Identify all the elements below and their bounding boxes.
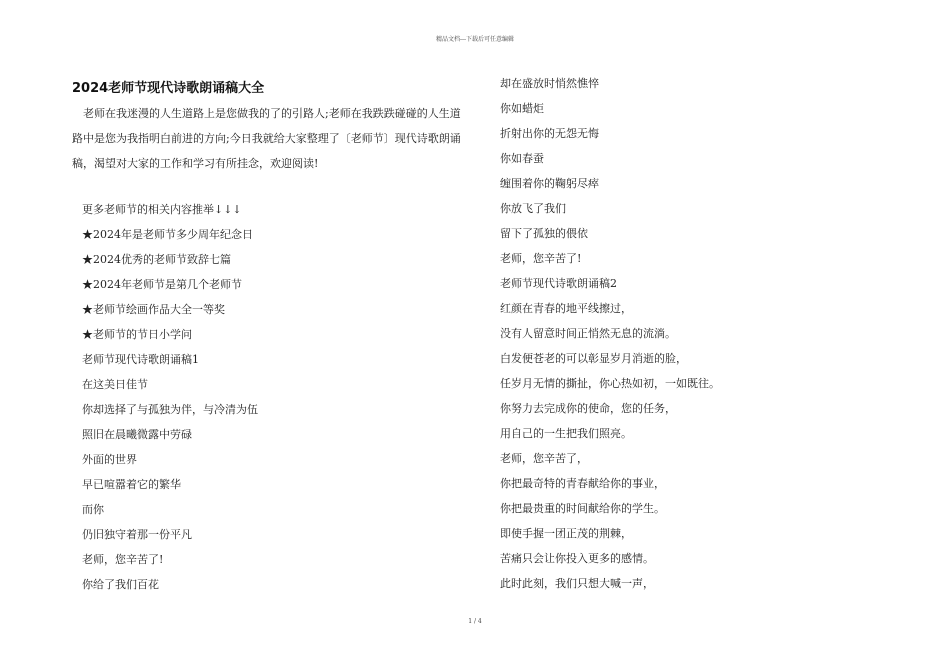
poem-line: 红颜在青春的地平线擦过，	[500, 302, 632, 315]
section-heading: 老师节现代诗歌朗诵稿2	[500, 277, 617, 290]
poem-line: 你却选择了与孤独为伴，与冷清为伍	[82, 403, 258, 416]
poem-line: 用自己的一生把我们照亮。	[500, 427, 632, 440]
poem-line: 任岁月无情的撕扯，你心热如初，一如既往。	[500, 377, 720, 390]
poem-line: 在这美日佳节	[82, 378, 148, 391]
section-heading: 老师节现代诗歌朗诵稿1	[82, 353, 199, 366]
poem-line: 却在盛放时悄然憔悴	[500, 77, 599, 90]
poem-line: 老师，您辛苦了!	[500, 252, 582, 265]
document-title: 2024老师节现代诗歌朗诵稿大全	[72, 81, 265, 96]
poem-line: 你把最奇特的青春献给你的事业，	[500, 477, 665, 490]
poem-line: 你给了我们百花	[82, 578, 159, 591]
poem-line: 你如蜡炬	[500, 102, 544, 115]
right-column	[500, 71, 720, 596]
poem-line: 你把最贵重的时间献给你的学生。	[500, 502, 665, 515]
poem-line: 你放飞了我们	[500, 202, 566, 215]
recommend-link[interactable]: ★2024年是老师节多少周年纪念日	[82, 228, 253, 241]
poem-line: 即使手握一团正茂的荆棘，	[500, 527, 632, 540]
recommend-link[interactable]: ★2024年老师节是第几个老师节	[82, 278, 242, 291]
poem-line: 苦痛只会让你投入更多的感情。	[500, 552, 654, 565]
poem-line: 缠围着你的鞠躬尽瘁	[500, 177, 599, 190]
poem-line: 老师，您辛苦了，	[500, 452, 588, 465]
poem-line: 此时此刻，我们只想大喊一声，	[500, 577, 654, 590]
poem-line: 没有人留意时间正悄然无息的流淌。	[500, 327, 676, 340]
page-number: 1 / 4	[468, 618, 482, 625]
left-column	[82, 197, 258, 597]
recommend-heading: 更多老师节的相关内容推举↓↓↓	[82, 203, 242, 216]
poem-line: 外面的世界	[82, 453, 137, 466]
intro-paragraph: 老师在我迷漫的人生道路上是您做我的了的引路人;老师在我跌跌碰碰的人生道路中是您为我指明白前进的方向;今日我就给大家整理了〔老师节〕现代诗歌朗诵稿，渴望对大家的工作和学习有所挂念，欢迎阅读!	[72, 107, 461, 170]
poem-line: 早已喧嚣着它的繁华	[82, 478, 181, 491]
poem-line: 而你	[82, 503, 104, 516]
recommend-link[interactable]: ★老师节绘画作品大全一等奖	[82, 303, 225, 316]
poem-line: 仍旧独守着那一份平凡	[82, 528, 192, 541]
recommend-link[interactable]: ★2024优秀的老师节致辞七篇	[82, 253, 231, 266]
page-header: 精品文档---下载后可任意编辑	[435, 36, 515, 43]
poem-line: 老师，您辛苦了!	[82, 553, 164, 566]
poem-line: 留下了孤独的偎依	[500, 227, 588, 240]
poem-line: 折射出你的无怨无悔	[500, 127, 599, 140]
poem-line: 你如春蚕	[500, 152, 544, 165]
recommend-link[interactable]: ★老师节的节日小学问	[82, 328, 192, 341]
poem-line: 照旧在晨曦微露中劳碌	[82, 428, 192, 441]
poem-line: 你努力去完成你的使命，您的任务，	[500, 402, 676, 415]
poem-line: 白发便苍老的可以彰显岁月消逝的脸，	[500, 352, 687, 365]
